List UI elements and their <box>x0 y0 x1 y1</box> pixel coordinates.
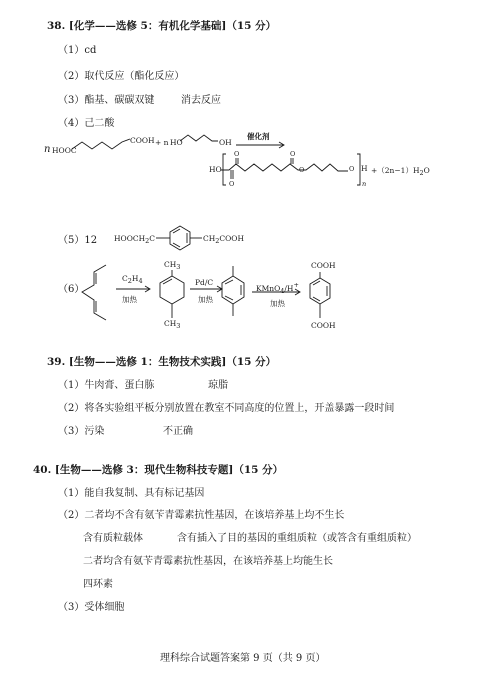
q38-answer-3b: 消去反应 <box>181 95 221 106</box>
eq-coef-n: n <box>44 144 51 155</box>
q40-answer-1: （1）能自我复制、具有标记基因 <box>58 488 205 499</box>
q38-answer-3a: （3）酯基、碳碳双键 <box>58 95 155 106</box>
product-cooh-bottom: COOH <box>311 321 336 330</box>
eq-ho: HO <box>170 138 183 147</box>
q40-answer-2-line-4: 四环素 <box>83 579 113 590</box>
eq-carbonyl-o-3: O <box>290 150 296 158</box>
page-footer: 理科综合试题答案第 9 页（共 9 页） <box>160 653 326 664</box>
polymer-bracket-right <box>357 154 360 185</box>
eq-oh: OH <box>219 138 232 147</box>
q38-answer-1: （1）cd <box>58 45 97 56</box>
polymer-chain <box>221 164 348 171</box>
eq-water-coef: +（2n−1）H2O <box>371 166 430 177</box>
q40-answer-2-line-1: （2）二者均不含有氨苄青霉素抗性基因，在该培养基上均不生长 <box>58 510 345 521</box>
q40-answer-2-line-3: 二者均含有氨苄青霉素抗性基因，在该培养基上均能生长 <box>83 556 333 567</box>
q38-answer-5: （5）12 <box>58 235 98 246</box>
q38-answer-4: （4）己二酸 <box>58 118 115 129</box>
r2-condition: 加热 <box>198 295 213 304</box>
r1-condition: 加热 <box>122 295 137 304</box>
eq-ester-o: O <box>299 166 305 174</box>
adipic-acid-chain <box>72 139 130 149</box>
q38-title: 38. [化学——选修 5：有机化学基础]（15 分） <box>47 20 277 32</box>
product-cooh-top: COOH <box>311 261 336 270</box>
eq-subscript-n: n <box>362 180 367 188</box>
cyclohexene-ring <box>160 276 184 304</box>
q40-answer-3: （3）受体细胞 <box>58 602 125 613</box>
eq-catalyst: 催化剂 <box>247 132 270 141</box>
q39-answer-1a: （1）牛肉膏、蛋白胨 <box>58 380 155 391</box>
eq-ho-polymer: HO <box>209 165 222 174</box>
q39-answer-2: （2）将各实验组平板分别放置在教室不同高度的位置上，开盖暴露一段时间 <box>58 403 395 414</box>
r2-reagent: Pd/C <box>195 278 214 287</box>
eq-ether-o: O <box>349 165 355 173</box>
ch3-bottom: CH3 <box>164 319 181 330</box>
eq-carbonyl-o-2: O <box>229 180 235 188</box>
eq-cooh: COOH <box>130 136 155 145</box>
butanediol-chain <box>180 135 218 141</box>
q40-answer-2-line-2a: 含有质粒载体 <box>83 533 143 544</box>
a5-left-group: HOOCH2C <box>114 234 156 245</box>
r3-reagent: KMnO4/H+ <box>256 281 299 295</box>
q40-answer-2-line-2b: 含有插入了目的基因的重组质粒（或答含有重组质粒） <box>177 533 417 544</box>
r3-condition: 加热 <box>270 299 285 308</box>
q38-answer-6: （6） <box>58 284 85 295</box>
polymer-bracket-left <box>223 154 226 185</box>
eq-carbonyl-o-1: O <box>234 150 240 158</box>
eq-plus-n: + n <box>155 138 169 147</box>
q39-answer-1b: 琼脂 <box>208 380 228 391</box>
q39-answer-3a: （3）污染 <box>58 426 105 437</box>
hexadiene-chain <box>82 265 106 320</box>
eq-end-h: H <box>361 164 368 173</box>
q40-title: 40. [生物——选修 3：现代生物科技专题]（15 分） <box>33 464 284 476</box>
a5-right-group: CH2COOH <box>203 234 244 245</box>
q39-title: 39. [生物——选修 1：生物技术实践]（15 分） <box>47 356 277 368</box>
eq-hooc: HOOC <box>52 146 77 155</box>
q39-answer-3b: 不正确 <box>163 426 193 437</box>
ch3-top: CH3 <box>164 260 181 271</box>
r1-reagent: C2H4 <box>122 274 143 285</box>
q38-answer-2: （2）取代反应（酯化反应） <box>58 71 185 82</box>
